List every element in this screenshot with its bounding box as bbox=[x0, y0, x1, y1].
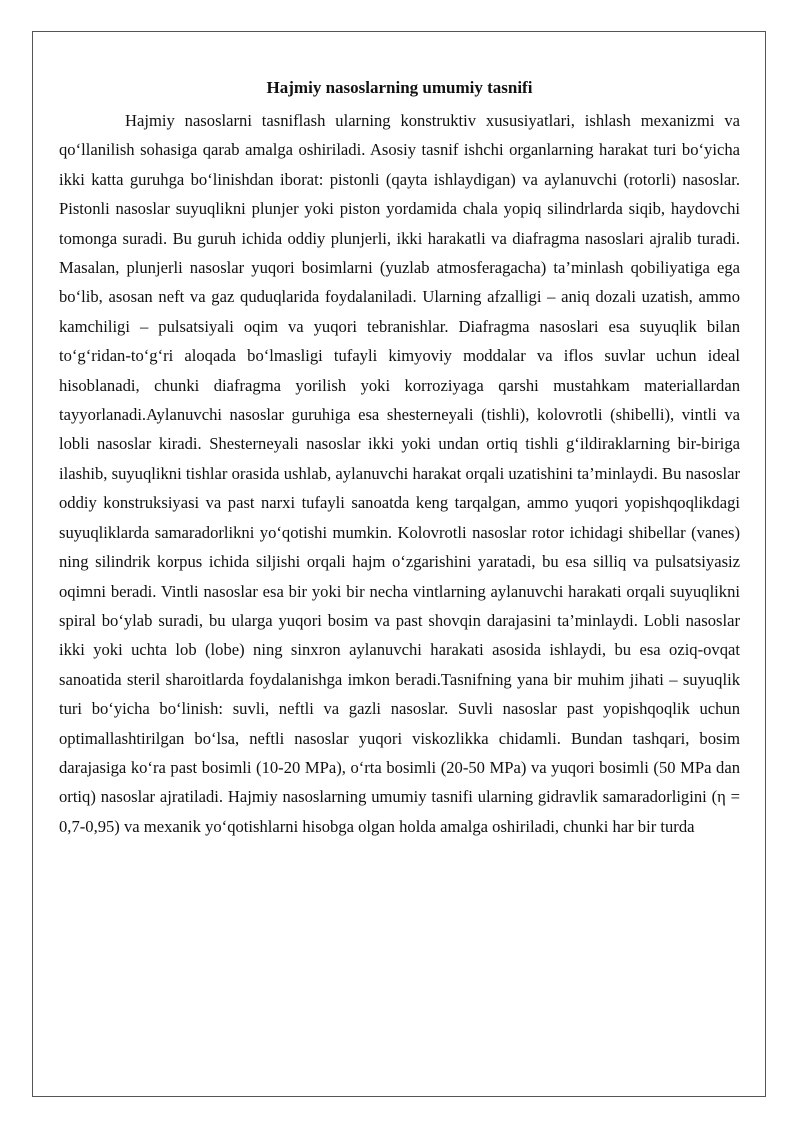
body-paragraph: Hajmiy nasoslarni tasniflash ularning konstruktiv xususiyatlari, ishlash mexanizmi va qo‘llanilish sohasiga qarab amalga oshiriladi. Asosiy tasnif ishchi organlarning harakat turi bo‘yicha ikki katta guruhga bo‘linishdan iborat: pistonli (qayta ishlaydigan) va aylanuvchi (rotorli) nasoslar. Pistonli nasoslar suyuqlikni plunjer yoki piston yordamida chala yopiq silindrlarda siqib, haydovchi tomonga suradi. Bu guruh ichida oddiy plunjerli, ikki harakatli va diafragma nasoslari ajralib turadi. Masalan, plunjerli nasoslar yuqori bosimlarni (yuzlab atmosferagacha) ta’minlash qobiliyatiga ega bo‘lib, asosan neft va gaz quduqlarida foydalaniladi. Ularning afzalligi – aniq dozali uzatish, ammo kamchiligi – pulsatsiyali oqim va yuqori tebranishlar. Diafragma nasoslari esa suyuqlik bilan to‘g‘ridan-to‘g‘ri aloqada bo‘lmasligi tufayli kimyoviy moddalar va iflos suvlar uchun ideal hisoblanadi, chunki diafragma yorilish yoki korroziyaga qarshi mustahkam materiallardan tayyorlanadi.Aylanuvchi nasoslar guruhiga esa shesterneyali (tishli), kolovrotli (shibelli), vintli va lobli nasoslar kiradi. Shesterneyali nasoslar ikki yoki undan ortiq tishli g‘ildiraklarning bir-biriga ilashib, suyuqlikni tishlar orasida ushlab, aylanuvchi harakat orqali uzatishini ta’minlaydi. Bu nasoslar oddiy konstruksiyasi va past narxi tufayli sanoatda keng tarqalgan, ammo yuqori yopishqoqlikdagi suyuqliklarda samaradorlikni yo‘qotishi mumkin. Kolovrotli nasoslar rotor ichidagi shibellar (vanes) ning silindrik korpus ichida siljishi orqali hajm o‘zgarishini yaratadi, bu esa silliq va pulsatsiyasiz oqimni beradi. Vintli nasoslar esa bir yoki bir necha vintlarning aylanuvchi harakati orqali suyuqlikni spiral bo‘ylab suradi, bu ularga yuqori bosim va past shovqin darajasini ta’minlaydi. Lobli nasoslar ikki yoki uchta lob (lobe) ning sinxron aylanuvchi harakati asosida ishlaydi, bu esa oziq-ovqat sanoatida steril sharoitlarda foydalanishga imkon beradi.Tasnifning yana bir muhim jihati – suyuqlik turi bo‘yicha bo‘linish: suvli, neftli va gazli nasoslar. Suvli nasoslar past yopishqoqlik uchun optimallashtirilgan bo‘lsa, neftli nasoslar yuqori viskozlikka chidamli. Bundan tashqari, bosim darajasiga ko‘ra past bosimli (10-20 MPa), o‘rta bosimli (20-50 MPa) va yuqori bosimli (50 MPa dan ortiq) nasoslar ajratiladi. Hajmiy nasoslarning umumiy tasnifi ularning gidravlik samaradorligini (η = 0,7-0,95) va mexanik yo‘qotishlarni hisobga olgan holda amalga oshiriladi, chunki har bir turda bbox=[59, 111, 740, 836]
document-title: Hajmiy nasoslarning umumiy tasnifi bbox=[266, 78, 533, 97]
document-body bbox=[59, 77, 740, 841]
